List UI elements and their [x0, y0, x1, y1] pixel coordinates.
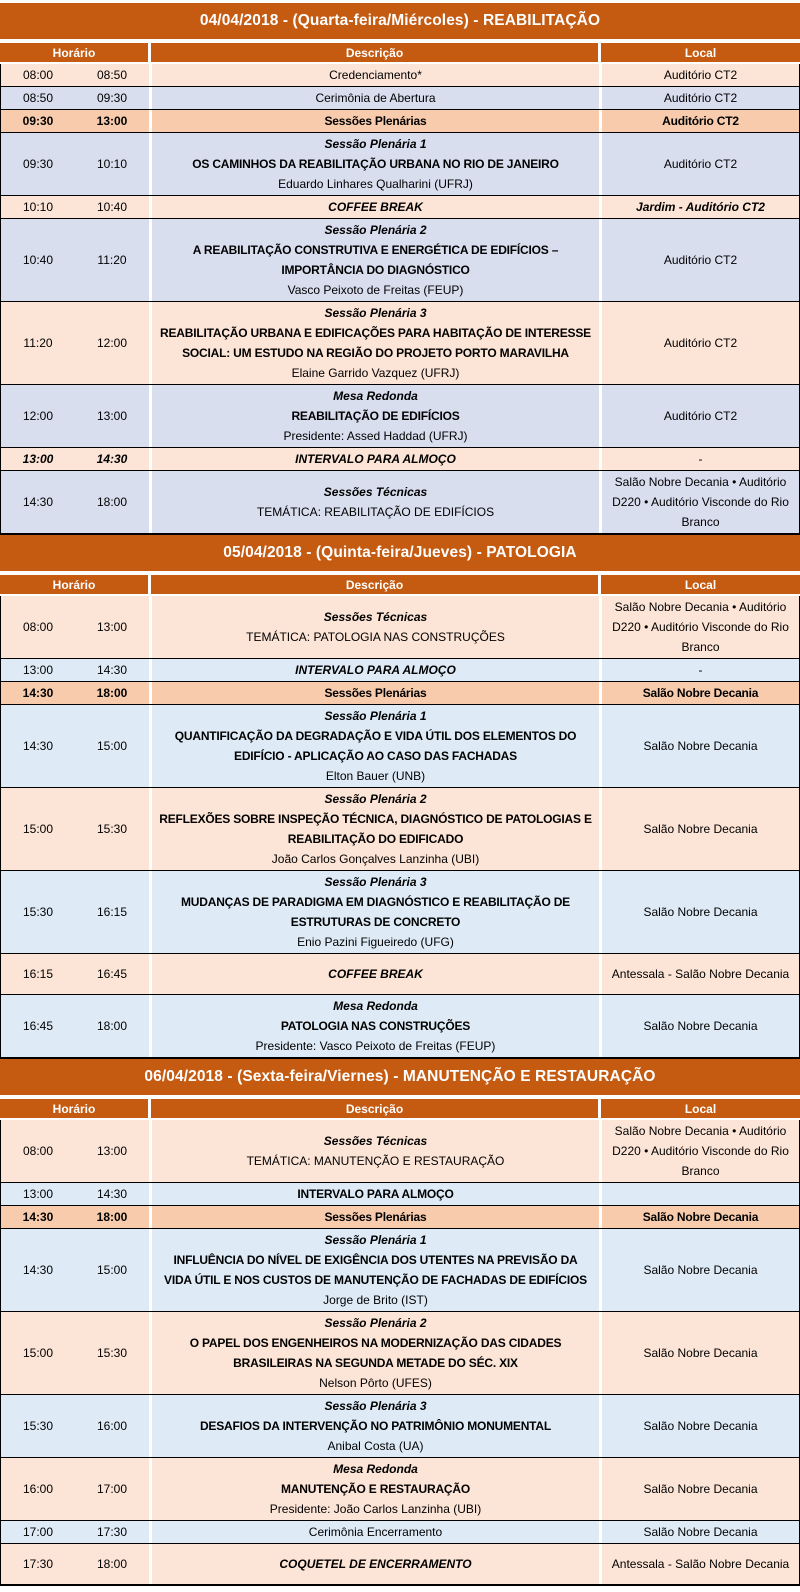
description-line: INTERVALO PARA ALMOÇO — [295, 663, 456, 677]
time-cell — [1, 1120, 149, 1182]
time-cell — [1, 682, 149, 704]
start-time: 14:30 — [22, 495, 54, 509]
description-line: Sessão Plenária 1 — [324, 1233, 427, 1247]
col-header-descricao: Descrição — [148, 1099, 598, 1118]
time-cell — [1, 1183, 149, 1205]
description-cell — [149, 788, 599, 870]
description-line: REABILITAÇÃO DE EDIFÍCIOS — [291, 409, 460, 423]
location-cell: Salão Nobre Decania — [599, 705, 799, 787]
start-time: 08:00 — [22, 68, 54, 82]
description-cell — [149, 385, 599, 447]
end-time: 18:00 — [96, 1210, 128, 1224]
schedule-row — [0, 787, 800, 870]
end-time: 13:00 — [96, 620, 128, 634]
description-cell — [149, 1312, 599, 1394]
description-line: Mesa Redonda — [333, 389, 418, 403]
description-cell — [149, 1458, 599, 1520]
description-line: INFLUÊNCIA DO NÍVEL DE EXIGÊNCIA DOS UTENTES NA PREVISÃO DA — [173, 1253, 578, 1267]
schedule-row — [0, 1394, 800, 1457]
day-title: 05/04/2018 - (Quinta-feira/Jueves) - PATOLOGIA — [223, 544, 577, 561]
description-cell — [149, 219, 599, 301]
description-line: Sessão Plenária 3 — [324, 306, 427, 320]
time-cell — [1, 1395, 149, 1457]
col-header-descricao: Descrição — [148, 575, 598, 594]
time-cell — [1, 1206, 149, 1228]
description-cell — [149, 1206, 599, 1228]
end-time: 14:30 — [96, 1187, 128, 1201]
description-line: Credenciamento* — [329, 68, 422, 82]
time-cell — [1, 788, 149, 870]
day-title: 06/04/2018 - (Sexta-feira/Viernes) - MANUTENÇÃO E RESTAURAÇÃO — [144, 1068, 656, 1085]
end-time: 14:30 — [96, 452, 128, 466]
time-cell — [1, 110, 149, 132]
location-cell: Salão Nobre Decania — [599, 1229, 799, 1311]
description-cell — [149, 1120, 599, 1182]
col-header-descricao: Descrição — [148, 43, 598, 62]
description-line: ESTRUTURAS DE CONCRETO — [290, 915, 461, 929]
description-line: Sessão Plenária 1 — [324, 137, 427, 151]
start-time: 09:30 — [22, 157, 54, 171]
location-cell: Salão Nobre Decania — [599, 995, 799, 1057]
description-cell — [149, 471, 599, 533]
description-line: MUDANÇAS DE PARADIGMA EM DIAGNÓSTICO E REABILITAÇÃO DE — [181, 895, 570, 909]
start-time: 15:30 — [22, 1419, 54, 1433]
start-time: 16:00 — [22, 1482, 54, 1496]
location-cell — [599, 1183, 799, 1205]
day-title-bar — [0, 1059, 800, 1095]
location-cell: Auditório CT2 — [599, 64, 799, 86]
description-line: IMPORTÂNCIA DO DIAGNÓSTICO — [281, 263, 470, 277]
time-cell — [1, 219, 149, 301]
end-time: 15:00 — [96, 1263, 128, 1277]
description-cell — [149, 871, 599, 953]
end-time: 09:30 — [96, 91, 128, 105]
location-cell: Salão Nobre Decania — [599, 1458, 799, 1520]
time-cell — [1, 705, 149, 787]
location-cell: Salão Nobre Decania • Auditório D220 • Auditório Visconde do Rio Branco — [599, 596, 799, 658]
start-time: 13:00 — [22, 1187, 54, 1201]
description-cell — [149, 87, 599, 109]
description-cell — [149, 110, 599, 132]
schedule-row — [0, 1120, 800, 1182]
schedule-row — [0, 470, 800, 533]
description-line: Sessão Plenária 3 — [324, 875, 427, 889]
description-line: SOCIAL: UM ESTUDO NA REGIÃO DO PROJETO PORTO MARAVILHA — [182, 346, 569, 360]
time-cell — [1, 385, 149, 447]
description-line: Anibal Costa (UA) — [327, 1439, 424, 1453]
location-cell: - — [599, 448, 799, 470]
time-cell — [1, 471, 149, 533]
end-time: 18:00 — [96, 1019, 128, 1033]
end-time: 17:00 — [96, 1482, 128, 1496]
start-time: 13:00 — [22, 452, 54, 466]
schedule-row — [0, 704, 800, 787]
time-cell — [1, 448, 149, 470]
description-line: Sessões Plenárias — [324, 686, 427, 700]
col-header-horario: Horário — [52, 1101, 96, 1116]
description-line: Mesa Redonda — [333, 999, 418, 1013]
start-time: 14:30 — [22, 1263, 54, 1277]
time-cell — [1, 1312, 149, 1394]
end-time: 08:50 — [96, 68, 128, 82]
description-cell — [149, 448, 599, 470]
description-line: REABILITAÇÃO URBANA E EDIFICAÇÕES PARA HABITAÇÃO DE INTERESSE — [160, 326, 591, 340]
schedule-row — [0, 1543, 800, 1584]
description-line: OS CAMINHOS DA REABILITAÇÃO URBANA NO RIO DE JANEIRO — [192, 157, 559, 171]
col-header-horario: Horário — [52, 45, 96, 60]
schedule-row — [0, 1457, 800, 1520]
start-time: 08:00 — [22, 1144, 54, 1158]
end-time: 16:15 — [96, 905, 128, 919]
description-cell — [149, 1544, 599, 1584]
location-cell: Salão Nobre Decania • Auditório D220 • Auditório Visconde do Rio Branco — [599, 471, 799, 533]
description-line: QUANTIFICAÇÃO DA DEGRADAÇÃO E VIDA ÚTIL DOS ELEMENTOS DO — [174, 729, 577, 743]
description-cell — [149, 1183, 599, 1205]
description-line: Mesa Redonda — [333, 1462, 418, 1476]
description-cell — [149, 1521, 599, 1543]
end-time: 10:40 — [96, 200, 128, 214]
location-cell: Salão Nobre Decania — [599, 788, 799, 870]
schedule-row — [0, 218, 800, 301]
start-time: 13:00 — [22, 663, 54, 677]
time-cell — [1, 995, 149, 1057]
location-cell: Salão Nobre Decania — [599, 871, 799, 953]
location-cell: Salão Nobre Decania — [599, 1312, 799, 1394]
end-time: 18:00 — [96, 495, 128, 509]
day-section — [0, 3, 800, 535]
description-cell — [149, 954, 599, 994]
description-line: INTERVALO PARA ALMOÇO — [297, 1187, 454, 1201]
time-cell — [1, 1229, 149, 1311]
description-line: REFLEXÕES SOBRE INSPEÇÃO TÉCNICA, DIAGNÓSTICO DE PATOLOGIAS E — [159, 812, 592, 826]
description-line: Eduardo Linhares Qualharini (UFRJ) — [278, 177, 473, 191]
col-header-local: Local — [598, 43, 800, 62]
day-section — [0, 1059, 800, 1586]
day-title-bar — [0, 535, 800, 571]
end-time: 13:00 — [96, 409, 128, 423]
location-cell: Antessala - Salão Nobre Decania — [599, 1544, 799, 1584]
schedule-row — [0, 447, 800, 470]
schedule-row — [0, 953, 800, 994]
end-time: 16:00 — [96, 1419, 128, 1433]
schedule-row — [0, 1311, 800, 1394]
rows-container — [0, 64, 800, 535]
end-time: 18:00 — [96, 1557, 128, 1571]
location-cell: Salão Nobre Decania — [599, 682, 799, 704]
rows-container — [0, 1120, 800, 1586]
start-time: 10:40 — [22, 253, 54, 267]
col-header-local: Local — [598, 575, 800, 594]
location-cell: Salão Nobre Decania — [599, 1521, 799, 1543]
time-cell — [1, 1458, 149, 1520]
description-line: Sessões Técnicas — [323, 485, 428, 499]
description-cell — [149, 659, 599, 681]
description-line: O PAPEL DOS ENGENHEIROS NA MODERNIZAÇÃO DAS CIDADES — [189, 1336, 562, 1350]
description-line: TEMÁTICA: PATOLOGIA NAS CONSTRUÇÕES — [246, 630, 505, 644]
end-time: 18:00 — [96, 686, 128, 700]
start-time: 15:00 — [22, 1346, 54, 1360]
description-cell — [149, 133, 599, 195]
end-time: 17:30 — [96, 1525, 128, 1539]
time-cell — [1, 302, 149, 384]
location-cell: Auditório CT2 — [599, 302, 799, 384]
description-line: João Carlos Gonçalves Lanzinha (UBI) — [271, 852, 480, 866]
schedule-row — [0, 109, 800, 132]
location-cell: Auditório CT2 — [599, 133, 799, 195]
description-line: Sessão Plenária 2 — [324, 792, 427, 806]
description-line: Cerimônia de Abertura — [315, 91, 436, 105]
description-line: COFFEE BREAK — [328, 967, 423, 981]
description-line: Elton Bauer (UNB) — [325, 769, 426, 783]
description-cell — [149, 1395, 599, 1457]
description-line: A REABILITAÇÃO CONSTRUTIVA E ENERGÉTICA DE EDIFÍCIOS – — [192, 243, 559, 257]
location-cell: Auditório CT2 — [599, 385, 799, 447]
location-cell: Salão Nobre Decania — [599, 1395, 799, 1457]
start-time: 11:20 — [23, 336, 53, 350]
start-time: 14:30 — [22, 1210, 54, 1224]
start-time: 14:30 — [22, 739, 54, 753]
description-line: INTERVALO PARA ALMOÇO — [295, 452, 456, 466]
location-cell: Salão Nobre Decania — [599, 1206, 799, 1228]
description-line: TEMÁTICA: MANUTENÇÃO E RESTAURAÇÃO — [246, 1154, 505, 1168]
start-time: 15:00 — [22, 822, 54, 836]
start-time: 14:30 — [22, 686, 54, 700]
time-cell — [1, 596, 149, 658]
end-time: 14:30 — [96, 663, 128, 677]
description-line: EDIFÍCIO - APLICAÇÃO AO CASO DAS FACHADAS — [234, 749, 517, 763]
start-time: 16:45 — [22, 1019, 54, 1033]
end-time: 13:00 — [96, 114, 128, 128]
schedule-row — [0, 1520, 800, 1543]
description-line: Sessões Técnicas — [323, 1134, 428, 1148]
end-time: 15:00 — [96, 739, 128, 753]
description-line: PATOLOGIA NAS CONSTRUÇÕES — [280, 1019, 471, 1033]
start-time: 15:30 — [22, 905, 54, 919]
description-line: Presidente: Assed Haddad (UFRJ) — [283, 429, 468, 443]
schedule-row — [0, 64, 800, 86]
schedule-row — [0, 596, 800, 658]
location-cell: Auditório CT2 — [599, 87, 799, 109]
start-time: 08:00 — [22, 620, 54, 634]
col-header-horario: Horário — [52, 577, 96, 592]
description-line: COQUETEL DE ENCERRAMENTO — [279, 1557, 472, 1571]
day-title-bar — [0, 3, 800, 39]
col-header-local: Local — [598, 1099, 800, 1118]
description-line: Jorge de Brito (IST) — [323, 1293, 428, 1307]
schedule-row — [0, 195, 800, 218]
end-time: 15:30 — [96, 1346, 128, 1360]
location-cell: Antessala - Salão Nobre Decania — [599, 954, 799, 994]
description-line: Sessão Plenária 1 — [324, 709, 427, 723]
description-cell — [149, 302, 599, 384]
columns-header — [0, 1099, 800, 1120]
description-line: DESAFIOS DA INTERVENÇÃO NO PATRIMÔNIO MONUMENTAL — [199, 1419, 552, 1433]
description-line: TEMÁTICA: REABILITAÇÃO DE EDIFÍCIOS — [256, 505, 495, 519]
description-cell — [149, 196, 599, 218]
time-cell — [1, 196, 149, 218]
description-line: REABILITAÇÃO DO EDIFICADO — [287, 832, 464, 846]
end-time: 10:10 — [96, 157, 128, 171]
start-time: 16:15 — [22, 967, 54, 981]
location-cell: Auditório CT2 — [599, 219, 799, 301]
time-cell — [1, 1544, 149, 1584]
description-cell — [149, 682, 599, 704]
location-cell: - — [599, 659, 799, 681]
schedule-row — [0, 658, 800, 681]
location-cell: Salão Nobre Decania • Auditório D220 • Auditório Visconde do Rio Branco — [599, 1120, 799, 1182]
description-line: Nelson Pôrto (UFES) — [319, 1376, 432, 1390]
time-cell — [1, 133, 149, 195]
columns-header — [0, 43, 800, 64]
schedule-row — [0, 384, 800, 447]
end-time: 12:00 — [96, 336, 128, 350]
schedule-row — [0, 301, 800, 384]
description-line: Presidente: Vasco Peixoto de Freitas (FEUP) — [255, 1039, 496, 1053]
time-cell — [1, 1521, 149, 1543]
description-line: COFFEE BREAK — [328, 200, 423, 214]
description-line: Sessões Plenárias — [324, 114, 427, 128]
description-line: Enio Pazini Figueiredo (UFG) — [297, 935, 454, 949]
end-time: 15:30 — [96, 822, 128, 836]
start-time: 17:00 — [22, 1525, 54, 1539]
description-cell — [149, 705, 599, 787]
start-time: 09:30 — [22, 114, 54, 128]
description-line: MANUTENÇÃO E RESTAURAÇÃO — [281, 1482, 470, 1496]
schedule-row — [0, 681, 800, 704]
description-line: Vasco Peixoto de Freitas (FEUP) — [287, 283, 464, 297]
description-line: Sessão Plenária 2 — [324, 223, 427, 237]
start-time: 08:50 — [22, 91, 54, 105]
description-line: Sessão Plenária 2 — [324, 1316, 427, 1330]
start-time: 10:10 — [22, 200, 54, 214]
end-time: 13:00 — [96, 1144, 128, 1158]
description-line: VIDA ÚTIL E NOS CUSTOS DE MANUTENÇÃO DE FACHADAS DE EDIFÍCIOS — [164, 1273, 587, 1287]
conference-schedule — [0, 3, 800, 1586]
start-time: 12:00 — [22, 409, 54, 423]
location-cell: Auditório CT2 — [599, 110, 799, 132]
description-line: BRASILEIRAS NA SEGUNDA METADE DO SÉC. XIX — [233, 1356, 518, 1370]
day-title: 04/04/2018 - (Quarta-feira/Miércoles) - REABILITAÇÃO — [199, 12, 601, 29]
location-cell: Jardim - Auditório CT2 — [599, 196, 799, 218]
start-time: 17:30 — [22, 1557, 54, 1571]
schedule-row — [0, 994, 800, 1057]
time-cell — [1, 954, 149, 994]
time-cell — [1, 659, 149, 681]
description-line: Sessões Técnicas — [323, 610, 428, 624]
description-cell — [149, 995, 599, 1057]
schedule-row — [0, 1205, 800, 1228]
schedule-row — [0, 1228, 800, 1311]
rows-container — [0, 596, 800, 1059]
description-line: Cerimônia Encerramento — [308, 1525, 443, 1539]
schedule-row — [0, 86, 800, 109]
description-line: Sessão Plenária 3 — [324, 1399, 427, 1413]
description-cell — [149, 64, 599, 86]
description-cell — [149, 1229, 599, 1311]
columns-header — [0, 575, 800, 596]
time-cell — [1, 87, 149, 109]
description-cell — [149, 596, 599, 658]
schedule-row — [0, 1182, 800, 1205]
schedule-row — [0, 870, 800, 953]
description-line: Sessões Plenárias — [324, 1210, 427, 1224]
description-line: Presidente: João Carlos Lanzinha (UBI) — [269, 1502, 482, 1516]
end-time: 11:20 — [97, 253, 127, 267]
end-time: 16:45 — [96, 967, 128, 981]
time-cell — [1, 871, 149, 953]
description-line: Elaine Garrido Vazquez (UFRJ) — [291, 366, 460, 380]
day-section — [0, 535, 800, 1059]
time-cell — [1, 64, 149, 86]
schedule-row — [0, 132, 800, 195]
